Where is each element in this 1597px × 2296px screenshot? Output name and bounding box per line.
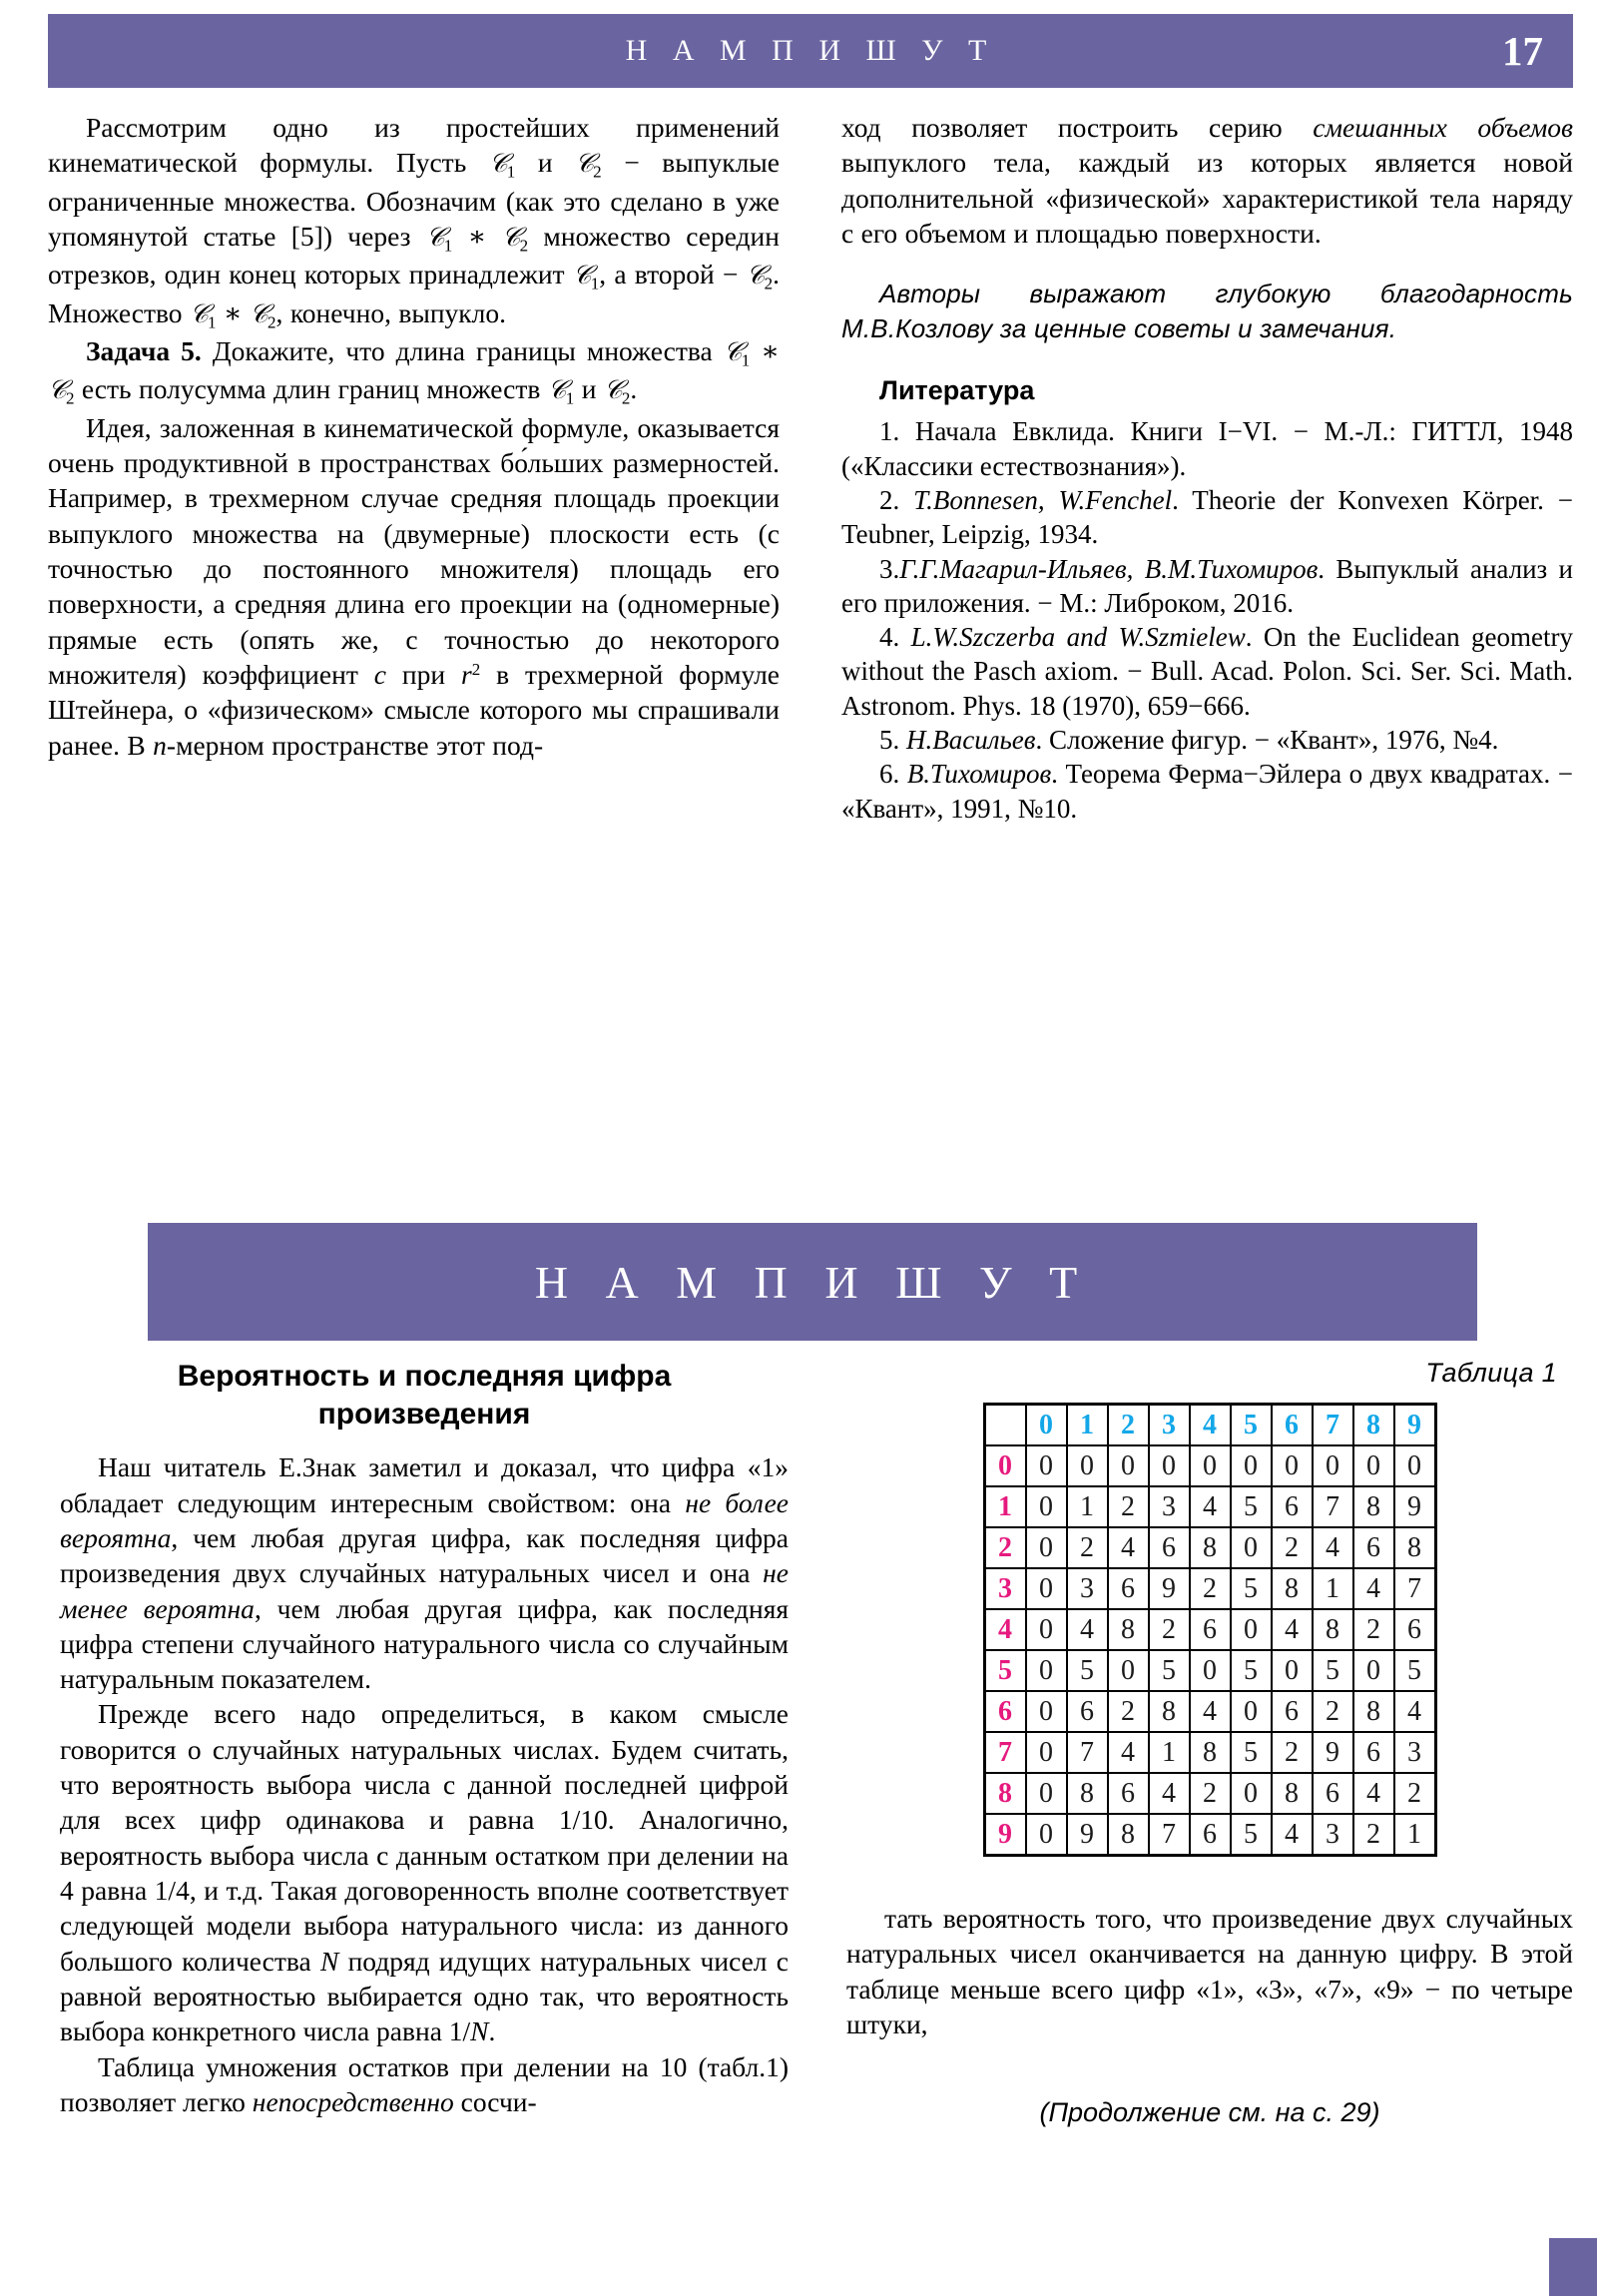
table-cell: 2 (1394, 1773, 1436, 1814)
table-cell: 0 (1108, 1650, 1149, 1691)
table-cell: 5 (1231, 1568, 1272, 1609)
set-symbol-c1: 𝒞 (547, 375, 566, 406)
table-row (984, 1773, 1435, 1814)
table-cell: 6 (1108, 1568, 1149, 1609)
subscript-1: 1 (590, 274, 600, 293)
table-cell: 5 (1313, 1650, 1353, 1691)
table-cell: 2 (1313, 1691, 1353, 1732)
subscript-2: 2 (519, 236, 529, 256)
table-cell: 0 (1231, 1609, 1272, 1650)
table-cell: 9 (1067, 1814, 1108, 1856)
emphasis-directly: непосредственно (252, 2086, 454, 2118)
reference-number: 1. (879, 416, 900, 447)
claim-text-c: , чем любая другая цифра, как последняя цифра степени случайного натурального числа со случайным натуральным показателем. (60, 1592, 789, 1695)
paragraph-probability-count: тать вероятность того, что произведение двух случайных натуральных чисел оканчивается на данную цифру. В этой таблице меньше всего цифр «1», «3», «7», «9» − по четыре штуки, (846, 1903, 1573, 2039)
reference-item (841, 552, 1573, 621)
table-cell: 8 (1067, 1773, 1108, 1814)
mixed-text-a: ход позволяет построить серию (841, 112, 1314, 143)
reference-rest: . Теорема Ферма−Эйлера о двух квадратах. − «Квант», 1991, №10. (841, 759, 1573, 824)
table-row-header: 1 (984, 1486, 1026, 1527)
table-cell: 8 (1108, 1609, 1149, 1650)
set-symbol-c2: 𝒞 (48, 375, 66, 406)
model-text-a: Прежде всего надо определиться, в каком смысле говорится о случайных натуральных числах. Будем считать, что вероятность выбора числа с данной последней цифрой для всех цифр одинакова и равна 1/10. Аналогично, вероятность выбора числа с данным остатком при делении на 4 равна 1/4, и т.д. Такая договоренность вполне соответствует следующей модели выбора натурального числа: из данного большого количества (60, 1698, 789, 1977)
reference-author: Н.Васильев (906, 725, 1036, 755)
table-cell: 6 (1353, 1527, 1394, 1568)
table-cell: 7 (1313, 1486, 1353, 1527)
table-cell: 0 (1272, 1445, 1313, 1486)
table-cell: 0 (1026, 1445, 1067, 1486)
subscript-2: 2 (621, 388, 631, 408)
top-article-right-column (841, 110, 1573, 826)
table-cell: 1 (1149, 1732, 1190, 1773)
table-cell: 6 (1313, 1773, 1353, 1814)
table-cell: 0 (1026, 1609, 1067, 1650)
literature-heading: Литература (879, 375, 1035, 406)
table-cell: 4 (1313, 1527, 1353, 1568)
subscript-2: 2 (764, 274, 774, 293)
bottom-article-right-column (846, 1358, 1573, 2128)
table-row (984, 1609, 1435, 1650)
reference-number: 2. (879, 485, 900, 516)
table-cell: 2 (1272, 1732, 1313, 1773)
table-column-header: 8 (1353, 1405, 1394, 1446)
subscript-1: 1 (741, 350, 751, 370)
table-cell: 2 (1353, 1814, 1394, 1856)
table-cell: 8 (1313, 1609, 1353, 1650)
subscript-1: 1 (207, 312, 217, 332)
star-operator: ∗ (467, 221, 487, 252)
table-cell: 0 (1067, 1445, 1108, 1486)
exponent-2: 2 (471, 660, 481, 680)
table-cell: 0 (1190, 1650, 1231, 1691)
paragraph-reader-claim (60, 1449, 789, 1696)
table-cell: 4 (1190, 1486, 1231, 1527)
table-cell: 3 (1067, 1568, 1108, 1609)
paragraph-table-intro (60, 2049, 789, 2120)
table-cell: 2 (1190, 1568, 1231, 1609)
table-cell: 4 (1190, 1691, 1231, 1732)
top-article (48, 110, 1573, 1188)
table-cell: 6 (1272, 1486, 1313, 1527)
top-article-left-column (48, 110, 780, 763)
paragraph-idea (48, 410, 780, 763)
table-cell: 5 (1149, 1650, 1190, 1691)
table-cell: 2 (1108, 1486, 1149, 1527)
table-cell: 9 (1394, 1486, 1436, 1527)
task-label: Задача 5. (86, 335, 202, 367)
running-head-banner (48, 14, 1573, 88)
task-text-c: и (574, 373, 604, 405)
task-text-d: . (630, 373, 638, 405)
set-symbol-c2: 𝒞 (575, 149, 594, 180)
table-cell: 0 (1231, 1773, 1272, 1814)
bottom-article-left-column (60, 1358, 789, 2119)
table-column-header: 3 (1149, 1405, 1190, 1446)
paragraph-intro-text-d: множество середин отрезков, один конец которых принадлежит (48, 221, 780, 290)
table-cell: 2 (1067, 1527, 1108, 1568)
table1-wrapper (846, 1403, 1573, 1857)
idea-text-b: при (385, 659, 462, 691)
table-cell: 2 (1353, 1609, 1394, 1650)
reference-rest: . Сложение фигур. − «Квант», 1976, №4. (1035, 725, 1499, 755)
page-number: 17 (1502, 27, 1543, 74)
table-cell: 4 (1272, 1609, 1313, 1650)
table-row (984, 1486, 1435, 1527)
running-head-title: Н А М П И Ш У Т (625, 34, 996, 67)
table-row (984, 1732, 1435, 1773)
reference-number: 4. (879, 622, 900, 653)
table-cell: 0 (1313, 1445, 1353, 1486)
table-row (984, 1445, 1435, 1486)
table-cell: 6 (1272, 1691, 1313, 1732)
table-row-header: 3 (984, 1568, 1026, 1609)
table-cell: 9 (1313, 1732, 1353, 1773)
table-cell: 0 (1026, 1527, 1067, 1568)
table-cell: 6 (1394, 1609, 1436, 1650)
table-row (984, 1691, 1435, 1732)
set-symbol-c2: 𝒞 (501, 223, 520, 253)
acknowledgement: Авторы выражают глубокую благодарность М.В.Козлову за ценные советы и замечания. (841, 279, 1573, 343)
reference-rest: . On the Euclidean geometry without the Pasch axiom. − Bull. Acad. Polon. Sci. Ser. Sci. Math. Astronom. Phys. 18 (1970), 659−666. (841, 622, 1573, 721)
section-banner (148, 1223, 1477, 1341)
variable-N: N (470, 2015, 489, 2047)
table-cell: 6 (1149, 1527, 1190, 1568)
reference-author: В.Тихомиров (906, 759, 1052, 790)
claim-text-b: , чем любая другая цифра, как последняя цифра произведения двух случайных натуральных чисел и она (60, 1521, 789, 1589)
set-symbol-c1: 𝒞 (488, 149, 507, 180)
table-cell: 4 (1149, 1773, 1190, 1814)
idea-text-d: -мерном пространстве этот под- (166, 729, 544, 761)
table-cell: 0 (1231, 1527, 1272, 1568)
task-text-b: есть полусумма длин границ множеств (74, 373, 548, 405)
table-caption: Таблица 1 (1425, 1358, 1557, 1388)
table-row (984, 1527, 1435, 1568)
table-row-header: 6 (984, 1691, 1026, 1732)
subscript-1: 1 (443, 236, 453, 256)
reference-item (841, 483, 1573, 552)
table-cell: 1 (1313, 1568, 1353, 1609)
table-cell: 8 (1394, 1527, 1436, 1568)
emphasis-not-less-probable: не менее вероятна (60, 1557, 789, 1624)
table-cell: 7 (1149, 1814, 1190, 1856)
table-cell: 6 (1353, 1732, 1394, 1773)
task-text-a: Докажите, что длина границы множества (201, 335, 724, 367)
set-symbol-c2: 𝒞 (746, 261, 765, 291)
table-cell: 7 (1067, 1732, 1108, 1773)
paragraph-intro-text-a: Рассмотрим одно из простейших применений кинематической формулы. Пусть (48, 112, 780, 179)
table-cell: 0 (1108, 1445, 1149, 1486)
table-column-header: 7 (1313, 1405, 1353, 1446)
table-cell: 2 (1149, 1609, 1190, 1650)
continuation-note: (Продолжение см. на с. 29) (1039, 2097, 1380, 2128)
reference-rest: Начала Евклида. Книги I−VI. − М.-Л.: ГИТТЛ, 1948 («Классики естествознания»). (841, 416, 1573, 481)
table-cell: 5 (1231, 1650, 1272, 1691)
reference-item (841, 620, 1573, 723)
article-title-line1: Вероятность и последняя цифра (177, 1360, 672, 1393)
set-symbol-c1: 𝒞 (572, 261, 591, 291)
table-column-header: 0 (1026, 1405, 1067, 1446)
paragraph-intro-text-f: . Множество (48, 259, 780, 328)
set-symbol-c2: 𝒞 (250, 298, 267, 329)
table-cell: 0 (1026, 1814, 1067, 1856)
table-cell: 0 (1026, 1568, 1067, 1609)
table-row (984, 1814, 1435, 1856)
table-cell: 0 (1353, 1445, 1394, 1486)
reference-item (841, 757, 1573, 826)
reference-author: L.W.Szczerba and W.Szmielew (910, 622, 1246, 653)
table-cell: 3 (1313, 1814, 1353, 1856)
subscript-1: 1 (565, 388, 575, 408)
table-cell: 7 (1394, 1568, 1436, 1609)
table-cell: 8 (1272, 1773, 1313, 1814)
table-cell: 5 (1394, 1650, 1436, 1691)
table-cell: 1 (1394, 1814, 1436, 1856)
paragraph-task5 (48, 333, 780, 410)
table-intro-a: Таблица умножения остатков при делении на 10 (табл.1) позволяет легко (60, 2050, 789, 2118)
table-cell: 9 (1149, 1568, 1190, 1609)
claim-text-a: Наш читатель Е.Знак заметил и доказал, что цифра «1» обладает следующим интересным свойством: она (60, 1451, 789, 1518)
table-cell: 0 (1353, 1650, 1394, 1691)
idea-text-a: Идея, заложенная в кинематической формуле, оказывается очень продуктивной в пространствах бо́льших размерностей. Например, в трехмерном случае средняя площадь проекции выпуклого множества на (двумерные) плоскости есть (с точностью до постоянного множителя) площадь его поверхности, а средняя длина его проекции на (одномерные) прямые есть (опять же, с точностью до некоторого множителя) коэффициент (48, 411, 780, 691)
article-title (60, 1358, 789, 1434)
table-column-header: 1 (1067, 1405, 1108, 1446)
paragraph-mixed-volumes (841, 110, 1573, 251)
star-operator: ∗ (761, 335, 780, 367)
reference-rest: . Theorie der Konvexen Körper. − Teubner, Leipzig, 1934. (841, 485, 1574, 550)
reference-number: 6. (879, 759, 900, 790)
mixed-volumes-term: смешанных объемов (1313, 112, 1573, 143)
reference-item (841, 723, 1573, 757)
table-row-header: 7 (984, 1732, 1026, 1773)
set-symbol-c1: 𝒞 (189, 298, 208, 329)
table-cell: 6 (1067, 1691, 1108, 1732)
table-column-header: 2 (1108, 1405, 1149, 1446)
table-cell: 8 (1272, 1568, 1313, 1609)
table-cell: 2 (1108, 1691, 1149, 1732)
table-cell: 4 (1108, 1527, 1149, 1568)
emphasis-not-more-probable: не более вероятна (60, 1486, 789, 1553)
reference-author: T.Bonnesen, W.Fenchel (913, 485, 1173, 516)
variable-N: N (319, 1945, 339, 1977)
table-cell: 8 (1108, 1814, 1149, 1856)
paragraph-intro-text-g: , конечно, выпукло. (275, 296, 507, 328)
variable-r: r (461, 659, 472, 691)
coefficient-c: c (373, 659, 386, 691)
reference-rest: . Выпуклый анализ и его приложения. − М.: Либроком, 2016. (841, 553, 1573, 618)
table-row-header: 4 (984, 1609, 1026, 1650)
table-cell: 1 (1067, 1486, 1108, 1527)
table-row-header: 5 (984, 1650, 1026, 1691)
table-cell: 4 (1067, 1609, 1108, 1650)
table-header-row (984, 1405, 1435, 1446)
page-corner-tab (1549, 2238, 1597, 2296)
star-operator: ∗ (223, 296, 243, 328)
table-cell: 5 (1231, 1486, 1272, 1527)
model-text-c: . (488, 2015, 496, 2047)
table-cell: 0 (1190, 1445, 1231, 1486)
table-cell: 0 (1231, 1691, 1272, 1732)
table-row (984, 1650, 1435, 1691)
table-cell: 5 (1231, 1732, 1272, 1773)
table-cell: 2 (1190, 1773, 1231, 1814)
table-cell: 6 (1190, 1814, 1231, 1856)
section-banner-title: Н А М П И Ш У Т (534, 1256, 1091, 1308)
table-intro-b: сосчи- (453, 2086, 537, 2118)
paragraph-intro-text-e: , а второй − (599, 259, 747, 290)
table-cell: 8 (1190, 1527, 1231, 1568)
table-cell: 8 (1353, 1691, 1394, 1732)
table-column-header: 4 (1190, 1405, 1231, 1446)
paragraph-model (60, 1696, 789, 2048)
table-column-header: 5 (1231, 1405, 1272, 1446)
subscript-2: 2 (65, 388, 75, 408)
table-cell: 8 (1149, 1691, 1190, 1732)
table-cell: 4 (1272, 1814, 1313, 1856)
paragraph-intro (48, 110, 780, 333)
bottom-article (48, 1358, 1573, 2256)
reference-author: Г.Г.Магарил-Ильяев, В.М.Тихомиров (899, 553, 1319, 584)
table-cell: 3 (1149, 1486, 1190, 1527)
table-cell: 2 (1272, 1527, 1313, 1568)
mixed-text-b: выпуклого тела, каждый из которых является новой дополнительной «физической» характеристикой тела наряду с его объемом и площадью поверхности. (841, 147, 1573, 249)
variable-n: n (153, 729, 167, 761)
subscript-2: 2 (267, 312, 276, 332)
set-symbol-c1: 𝒞 (425, 223, 444, 253)
table-cell: 4 (1394, 1691, 1436, 1732)
table-row (984, 1568, 1435, 1609)
table-cell: 6 (1108, 1773, 1149, 1814)
table-cell: 4 (1108, 1732, 1149, 1773)
table-cell: 0 (1026, 1691, 1067, 1732)
set-symbol-c2: 𝒞 (603, 375, 622, 406)
table-cell: 0 (1026, 1773, 1067, 1814)
table-corner-cell (984, 1405, 1026, 1446)
idea-text-c: в трехмерной формуле Штейнера, о «физическом» смысле которого мы спрашивали ранее. В (48, 659, 780, 761)
table-row-header: 8 (984, 1773, 1026, 1814)
model-text-b: подряд идущих натуральных чисел с равной вероятностью выбирается одно так, что вероятность выбора конкретного числа равна 1/ (60, 1945, 789, 2047)
paragraph-intro-text-b: и (515, 147, 576, 179)
table-cell: 0 (1026, 1650, 1067, 1691)
table-cell: 8 (1353, 1486, 1394, 1527)
table-cell: 0 (1394, 1445, 1436, 1486)
reference-number: 5. (879, 725, 900, 755)
table-row-header: 2 (984, 1527, 1026, 1568)
paragraph-intro-text-c: − выпуклые ограниченные множества. Обозначим (как это сделано в уже упомянутой статье [5]) через (48, 147, 780, 252)
table-cell: 5 (1231, 1814, 1272, 1856)
table-cell: 4 (1353, 1568, 1394, 1609)
reference-number: 3. (879, 553, 900, 584)
table-row-header: 9 (984, 1814, 1026, 1856)
subscript-1: 1 (506, 162, 516, 182)
multiplication-table-mod10 (983, 1403, 1437, 1857)
table-cell: 5 (1067, 1650, 1108, 1691)
table-cell: 0 (1026, 1732, 1067, 1773)
article-title-line2: произведения (317, 1398, 531, 1432)
table-cell: 8 (1190, 1732, 1231, 1773)
table-cell: 4 (1353, 1773, 1394, 1814)
table-column-header: 9 (1394, 1405, 1436, 1446)
set-symbol-c1: 𝒞 (723, 337, 742, 368)
table-cell: 0 (1026, 1486, 1067, 1527)
table-cell: 6 (1190, 1609, 1231, 1650)
table-column-header: 6 (1272, 1405, 1313, 1446)
table-cell: 0 (1231, 1445, 1272, 1486)
subscript-2: 2 (593, 162, 602, 182)
table-cell: 0 (1149, 1445, 1190, 1486)
reference-item (841, 414, 1573, 483)
table-row-header: 0 (984, 1445, 1026, 1486)
table-cell: 3 (1394, 1732, 1436, 1773)
table-cell: 0 (1272, 1650, 1313, 1691)
